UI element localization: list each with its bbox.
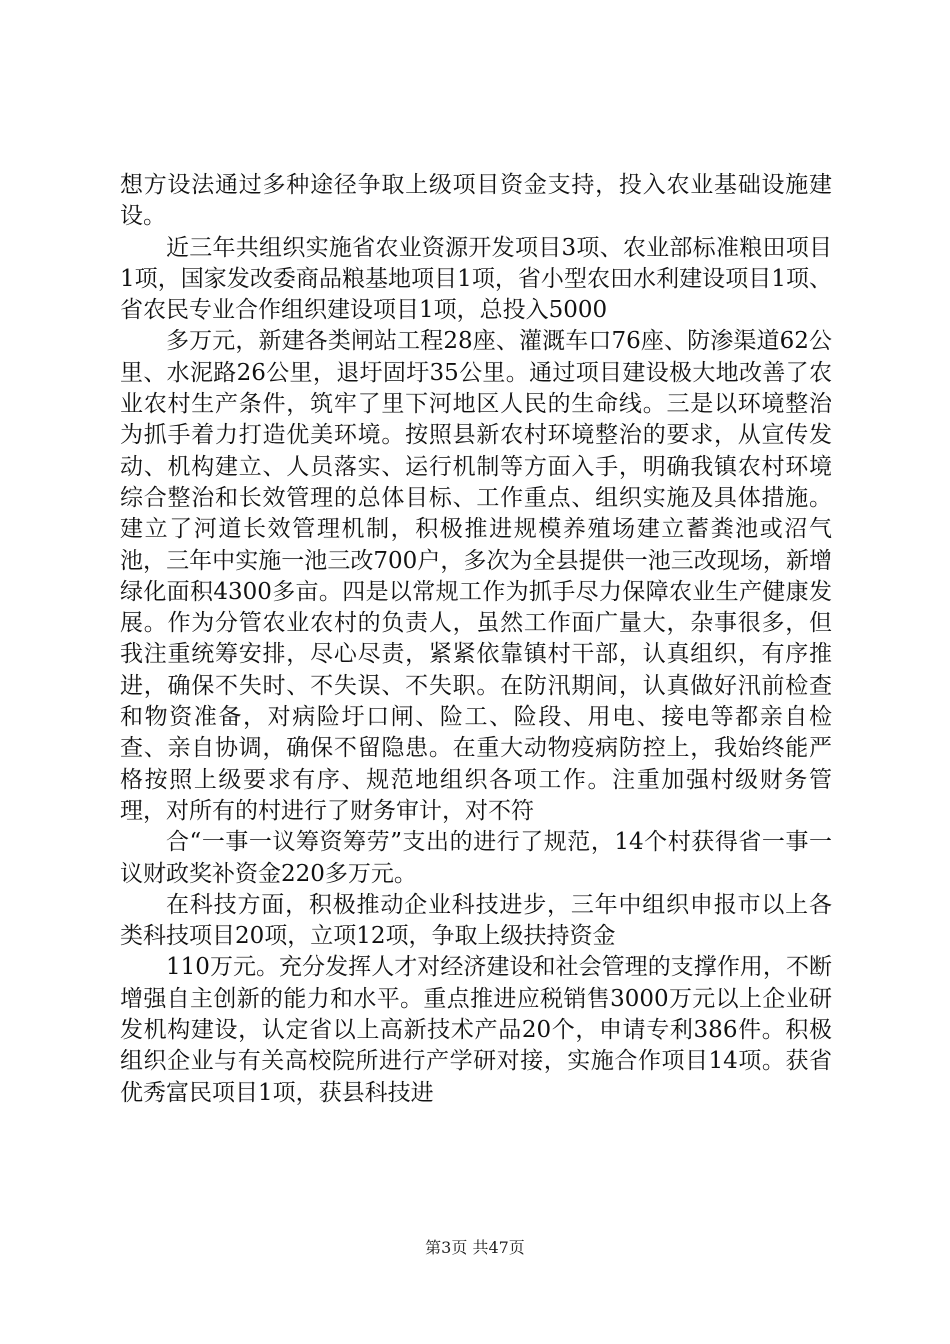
paragraph-6: 110万元。充分发挥人才对经济建设和社会管理的支撑作用，不断增强自主创新的能力和水平。重点推进应税销售3000万元以上企业研发机构建设，认定省以上高新技术产品20个，申请专利386件。积极组织企业与有关高校院所进行产学研对接，实施合作项目14项。获省优秀富民项目1项，获县科技进 — [120, 954, 832, 1106]
document-body — [120, 170, 832, 1109]
paragraph-5: 在科技方面，积极推动企业科技进步，三年中组织申报市以上各类科技项目20项，立项12项，争取上级扶持资金 — [120, 891, 832, 950]
page-number-footer: 第3页 共47页 — [425, 1238, 525, 1257]
paragraph-4: 合“一事一议筹资筹劳”支出的进行了规范，14个村获得省一事一议财政奖补资金220多万元。 — [120, 829, 832, 887]
paragraph-1: 想方设法通过多种途径争取上级项目资金支持，投入农业基础设施建设。 — [120, 172, 832, 230]
paragraph-2: 近三年共组织实施省农业资源开发项目3项、农业部标准粮田项目1项，国家发改委商品粮基地项目1项，省小型农田水利建设项目1项、省农民专业合作组织建设项目1项，总投入5000 — [120, 234, 832, 324]
paragraph-3: 多万元，新建各类闸站工程28座、灌溉车口76座、防渗渠道62公里、水泥路26公里，退圩固圩35公里。通过项目建设极大地改善了农业农村生产条件，筑牢了里下河地区人民的生命线。三是以环境整治为抓手着力打造优美环境。按照县新农村环境整治的要求，从宣传发动、机构建立、人员落实、运行机制等方面入手，明确我镇农村环境综合整治和长效管理的总体目标、工作重点、组织实施及具体措施。建立了河道长效管理机制，积极推进规模养殖场建立蓄粪池或沼气池，三年中实施一池三改700户，多次为全县提供一池三改现场，新增绿化面积4300多亩。四是以常规工作为抓手尽力保障农业生产健康发展。作为分管农业农村的负责人，虽然工作面广量大，杂事很多，但我注重统筹安排，尽心尽责，紧紧依靠镇村干部，认真组织，有序推进，确保不失时、不失误、不失职。在防汛期间，认真做好汛前检查和物资准备，对病险圩口闸、险工、险段、用电、接电等都亲自检查、亲自协调，确保不留隐患。在重大动物疫病防控上，我始终能严格按照上级要求有序、规范地组织各项工作。注重加强村级财务管理，对所有的村进行了财务审计，对不符 — [120, 328, 832, 824]
